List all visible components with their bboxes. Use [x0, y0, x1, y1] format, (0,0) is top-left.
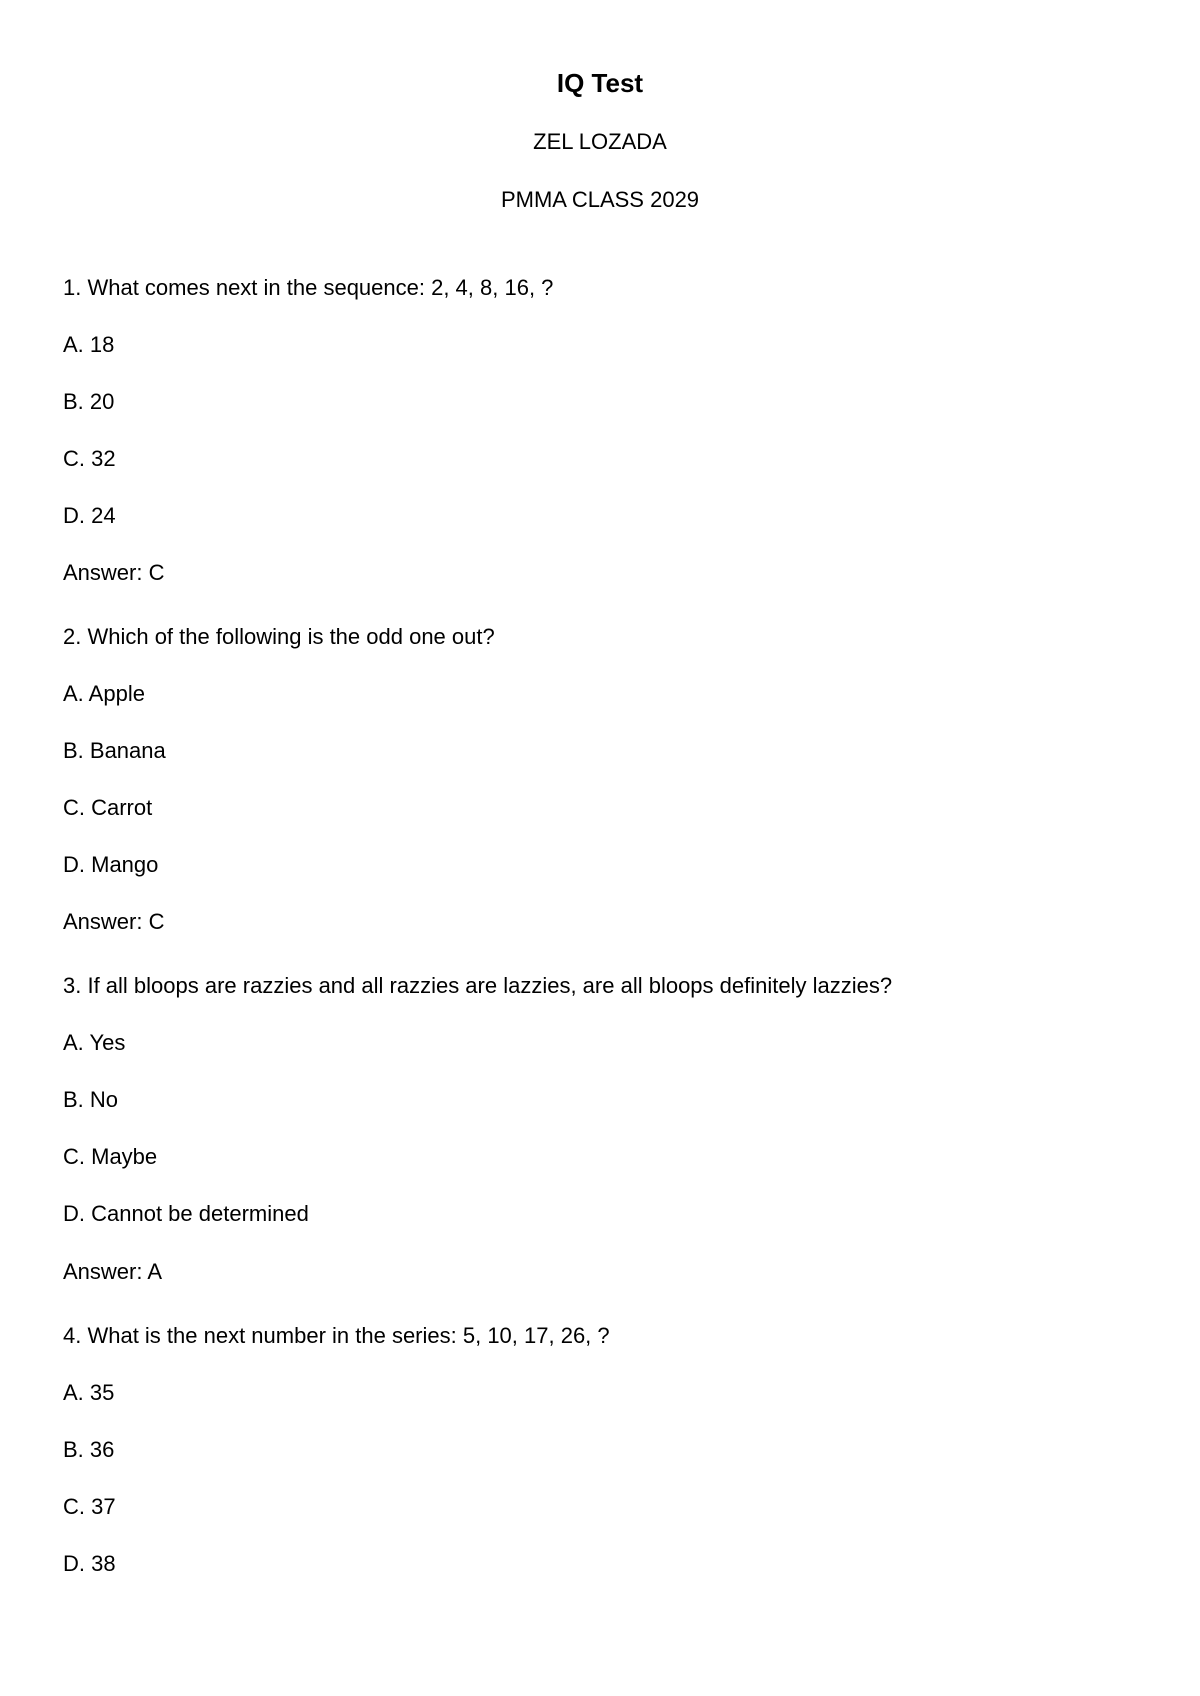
- question-1-option-d: D. 24: [63, 503, 116, 528]
- question-4-option-b: B. 36: [63, 1437, 115, 1462]
- author-name: ZEL LOZADA: [533, 129, 667, 154]
- question-2-option-b: B. Banana: [63, 738, 166, 763]
- question-1-option-c: C. 32: [63, 446, 116, 471]
- question-4-option-a: A. 35: [63, 1380, 115, 1405]
- question-3-option-b: B. No: [63, 1087, 119, 1112]
- question-4-option-d: D. 38: [63, 1551, 116, 1576]
- question-1-option-b: B. 20: [63, 389, 115, 414]
- question-2-option-c: C. Carrot: [63, 795, 153, 820]
- question-1-option-a: A. 18: [63, 332, 115, 357]
- question-2-text: 2. Which of the following is the odd one out?: [63, 624, 495, 649]
- document-title: IQ Test: [556, 68, 644, 98]
- question-2-option-d: D. Mango: [63, 852, 159, 877]
- question-3-option-d: D. Cannot be determined: [63, 1201, 309, 1226]
- question-4-option-c: C. 37: [63, 1494, 116, 1519]
- question-3-option-c: C. Maybe: [63, 1144, 158, 1169]
- question-2-option-a: A. Apple: [63, 681, 145, 706]
- question-4-text: 4. What is the next number in the series: 5, 10, 17, 26, ?: [63, 1323, 610, 1348]
- class-name: PMMA CLASS 2029: [500, 187, 700, 212]
- question-1-answer: Answer: C: [63, 560, 165, 585]
- question-2-answer: Answer: C: [63, 909, 165, 934]
- question-1-text: 1. What comes next in the sequence: 2, 4, 8, 16, ?: [63, 275, 554, 300]
- question-3-text: 3. If all bloops are razzies and all razzies are lazzies, are all bloops definitely lazzies?: [63, 973, 893, 998]
- question-3-answer: Answer: A: [63, 1259, 163, 1284]
- question-3-option-a: A. Yes: [63, 1030, 126, 1055]
